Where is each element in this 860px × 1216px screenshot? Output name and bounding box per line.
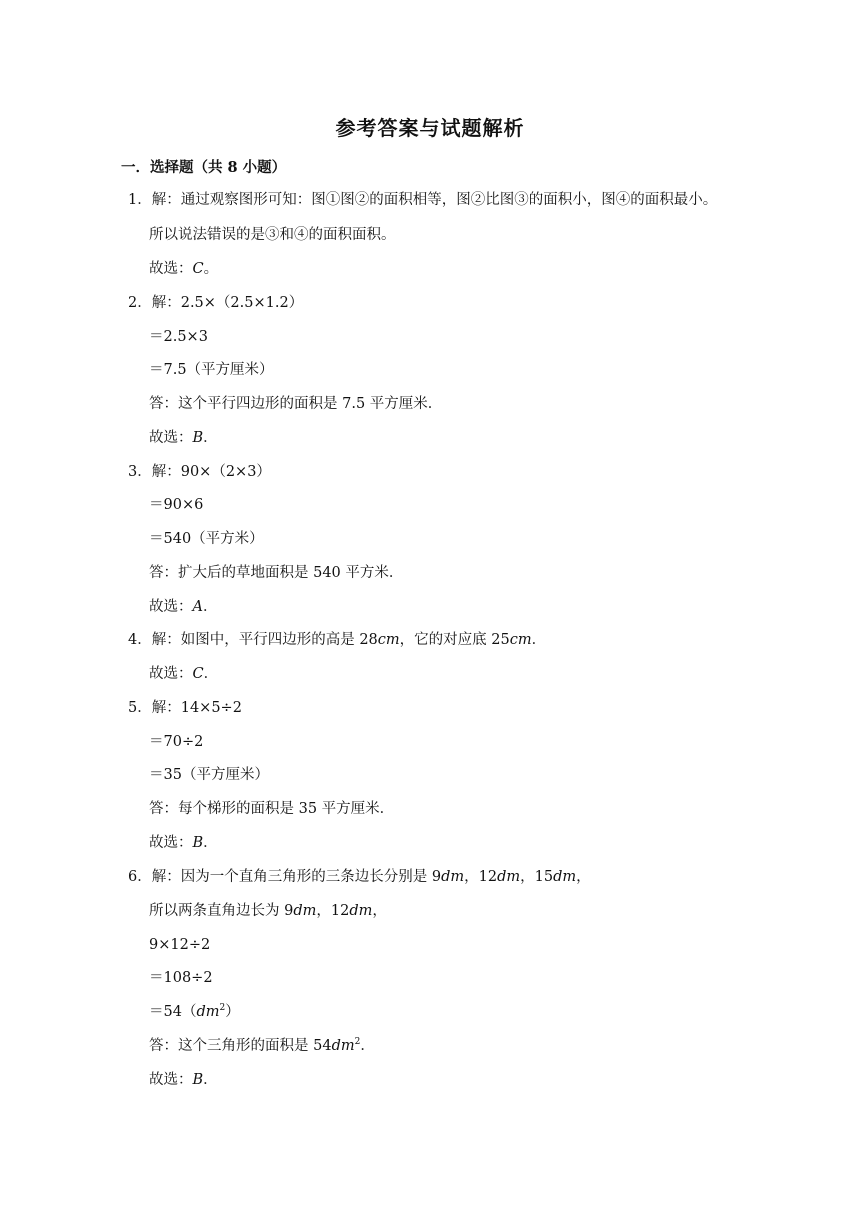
q6-text-b: ，12 (464, 869, 498, 885)
answer-punct: ． (202, 599, 218, 615)
answer-punct: ． (203, 835, 218, 851)
answer-label: 故选： (149, 666, 193, 682)
q6-text-b: ） (225, 1004, 240, 1020)
answer-label: 故选： (149, 430, 193, 446)
q3-solution-line-1: 3．解：90×（2×3） (128, 464, 271, 480)
q6-solution-line-1 (128, 867, 591, 887)
q1-answer-choice (149, 259, 218, 279)
q6-text-c: ， (372, 903, 387, 919)
superscript: 2 (219, 1003, 226, 1014)
q2-solution-line-3: ＝7.5（平方厘米） (149, 362, 274, 378)
q5-solution-line-1: 5．解：14×5÷2 (128, 700, 242, 716)
q5-solution-line-2: ＝70÷2 (149, 734, 204, 750)
q6-text-d: ， (576, 869, 591, 885)
q3-solution-line-3: ＝540（平方米） (149, 531, 264, 547)
answer-punct: ． (203, 430, 218, 446)
section-heading: 一．选择题（共 8 小题） (121, 159, 287, 176)
q6-text-a: 6．解：因为一个直角三角形的三条边长分别是 9 (128, 869, 442, 885)
unit-dm: dm (497, 869, 521, 885)
q6-text-c: ，15 (520, 869, 554, 885)
answer-option: C (192, 666, 204, 682)
unit-cm: cm (377, 632, 400, 648)
q1-solution-line-2: 所以说法错误的是③和④的面积面积。 (149, 227, 396, 243)
answer-punct: ． (203, 1072, 218, 1088)
q2-answer-choice (149, 428, 218, 448)
answer-option: B (192, 835, 204, 851)
answer-label: 故选： (149, 1072, 193, 1088)
q5-solution-line-3: ＝35（平方厘米） (149, 767, 269, 783)
q1-solution-line-1: 1．解：通过观察图形可知：图①图②的面积相等，图②比图③的面积小，图④的面积最小。 (128, 192, 718, 208)
unit-dm: dm (553, 869, 577, 885)
q6-text-a: 答：这个三角形的面积是 54 (149, 1038, 332, 1054)
unit-dm: dm (331, 1038, 355, 1054)
q4-text-c: ． (531, 632, 547, 648)
q6-solution-line-5 (149, 1002, 240, 1022)
q6-text-b: ． (360, 1038, 375, 1054)
q6-text-a: ＝54（ (149, 1004, 197, 1020)
answer-option: A (192, 599, 203, 615)
q6-solution-line-3: 9×12÷2 (149, 937, 211, 953)
unit-dm: dm (196, 1004, 220, 1020)
answer-label: 故选： (149, 261, 193, 277)
answer-label: 故选： (149, 599, 193, 615)
q2-solution-line-2: ＝2.5×3 (149, 329, 208, 345)
q5-answer-choice (149, 833, 218, 853)
unit-dm: dm (293, 903, 317, 919)
q6-answer-choice (149, 1070, 218, 1090)
unit-dm: dm (349, 903, 373, 919)
q6-solution-line-4: ＝108÷2 (149, 970, 213, 986)
unit-dm: dm (441, 869, 465, 885)
answer-option: C (192, 261, 204, 277)
answer-punct: ． (203, 666, 219, 682)
q4-answer-choice (149, 664, 218, 684)
answer-option: B (192, 1072, 204, 1088)
q4-text-a: 4．解：如图中，平行四边形的高是 28 (128, 632, 378, 648)
q3-answer-choice (149, 597, 217, 617)
unit-cm: cm (509, 632, 532, 648)
q6-text-a: 所以两条直角边长为 9 (149, 903, 294, 919)
q4-text-b: ，它的对应底 25 (399, 632, 510, 648)
q3-answer-statement: 答：扩大后的草地面积是 540 平方米． (149, 565, 404, 581)
answer-label: 故选： (149, 835, 193, 851)
q2-answer-statement: 答：这个平行四边形的面积是 7.5 平方厘米． (149, 396, 443, 412)
q4-solution-line-1 (128, 630, 546, 650)
superscript: 2 (354, 1037, 361, 1048)
q2-solution-line-1: 2．解：2.5×（2.5×1.2） (128, 295, 304, 311)
q6-solution-line-2 (149, 901, 387, 921)
q3-solution-line-2: ＝90×6 (149, 497, 204, 513)
q5-answer-statement: 答：每个梯形的面积是 35 平方厘米． (149, 801, 395, 817)
q6-answer-statement (149, 1036, 375, 1056)
q6-text-b: ，12 (316, 903, 350, 919)
answer-option: B (192, 430, 204, 446)
answer-punct: 。 (203, 261, 219, 277)
page-title: 参考答案与试题解析 (335, 116, 525, 140)
